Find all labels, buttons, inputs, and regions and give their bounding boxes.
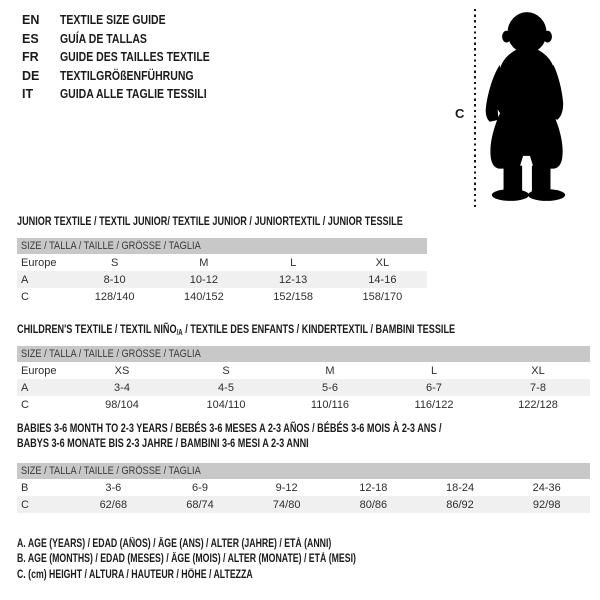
legend <box>17 537 463 583</box>
size-cell: 122/128 <box>518 398 558 411</box>
language-code: IT <box>22 87 34 102</box>
size-cell: 98/104 <box>105 398 139 411</box>
children-size-table <box>17 346 590 413</box>
size-cell: 86/92 <box>446 498 474 511</box>
size-cell: 14-16 <box>368 273 397 286</box>
table-row <box>17 479 590 496</box>
size-cell: 24-36 <box>532 481 561 494</box>
size-cell: L <box>430 364 438 377</box>
size-cell: 62/68 <box>99 498 128 511</box>
baby-silhouette-icon <box>484 9 572 207</box>
row-label: C <box>21 290 29 303</box>
table-row <box>17 379 590 396</box>
size-cell: 8-10 <box>103 273 126 286</box>
language-title: GUÍA DE TALLAS <box>60 31 147 46</box>
size-header-bar: SIZE / TALLA / TAILLE / GRÖSSE / TAGLIA <box>17 463 590 479</box>
section-title-babies: BABIES 3-6 MONTH TO 2-3 YEARS / BEBÉS 3-6 MESES A 2-3 AÑOS / BÉBÉS 3-6 MOIS À 2-3 ANS / BABYS 3-6 MONATE BIS 2-3 JAHRE / BAMBINI 3-6 MESI A 2-3 ANNI <box>17 421 442 450</box>
language-row-en <box>22 11 238 30</box>
language-row-de <box>22 67 238 86</box>
language-row-it <box>22 85 238 104</box>
babies-size-table <box>17 463 590 513</box>
size-header-bar: SIZE / TALLA / TAILLE / GRÖSSE / TAGLIA <box>17 238 427 254</box>
size-cell: S <box>110 256 119 269</box>
size-cell: 92/98 <box>532 498 561 511</box>
language-code: FR <box>22 50 39 65</box>
size-cell: 3-6 <box>105 481 122 494</box>
size-cell: 104/110 <box>206 398 246 411</box>
height-measure-label: C <box>455 106 465 121</box>
size-cell: 6-9 <box>192 481 208 494</box>
size-cell: 3-4 <box>114 381 130 394</box>
size-cell: 128/140 <box>94 290 135 303</box>
table-row <box>17 362 590 379</box>
language-code: ES <box>22 31 39 46</box>
row-label: Europe <box>21 256 57 269</box>
size-cell: 140/152 <box>183 290 224 303</box>
size-cell: M <box>325 364 335 377</box>
size-cell: 152/158 <box>273 290 313 303</box>
section-title-junior: JUNIOR TEXTILE / TEXTIL JUNIOR/ TEXTILE JUNIOR / JUNIORTEXTIL / JUNIOR TESSILE <box>17 214 403 228</box>
language-title: TEXTILGRÖßENFÜHRUNG <box>60 68 194 83</box>
size-cell: M <box>199 256 209 269</box>
language-code: DE <box>22 68 40 83</box>
language-list <box>22 11 238 104</box>
size-cell: 74/80 <box>272 498 301 511</box>
size-cell: 12-18 <box>359 481 388 494</box>
row-label: C <box>21 498 29 511</box>
language-title: TEXTILE SIZE GUIDE <box>60 13 166 28</box>
size-cell: 10-12 <box>189 273 218 286</box>
table-row <box>17 254 427 271</box>
row-label: Europe <box>21 364 57 377</box>
size-cell: L <box>290 256 297 269</box>
table-row <box>17 396 590 413</box>
size-cell: S <box>222 364 230 377</box>
legend-line-c: C. (cm) HEIGHT / ALTURA / HAUTEUR / HÖHE / ALTEZZA <box>17 568 253 581</box>
size-cell: 4-5 <box>218 381 234 394</box>
language-row-fr <box>22 48 238 67</box>
size-cell: 116/122 <box>414 398 454 411</box>
size-cell: 80/86 <box>359 498 388 511</box>
size-header-bar: SIZE / TALLA / TAILLE / GRÖSSE / TAGLIA <box>17 346 590 362</box>
height-dotted-line <box>474 9 476 207</box>
size-cell: 158/170 <box>362 290 403 303</box>
row-label: A <box>21 273 29 286</box>
legend-line-b: B. AGE (MONTHS) / EDAD (MESES) / ÂGE (MOIS) / ALTER (MONATE) / ETÀ (MESI) <box>17 553 356 566</box>
language-title: GUIDA ALLE TAGLIE TESSILI <box>60 87 207 102</box>
section-title-children: CHILDREN'S TEXTILE / TEXTIL NIÑO/A / TEXTILE DES ENFANTS / KINDERTEXTIL / BAMBINI TESSILE <box>17 322 456 337</box>
language-row-es <box>22 30 238 49</box>
language-title: GUIDE DES TAILLES TEXTILE <box>60 50 210 65</box>
row-label: C <box>21 398 29 411</box>
table-row <box>17 496 590 513</box>
size-cell: 7-8 <box>530 381 546 394</box>
size-cell: 110/116 <box>310 398 350 411</box>
size-cell: 6-7 <box>426 381 442 394</box>
row-label: A <box>21 381 29 394</box>
table-row <box>17 288 427 305</box>
size-cell: 18-24 <box>445 481 475 494</box>
size-cell: 68/74 <box>186 498 214 511</box>
junior-size-table <box>17 238 427 305</box>
size-cell: XL <box>375 256 390 269</box>
legend-line-a: A. AGE (YEARS) / EDAD (AÑOS) / ÂGE (ANS) / ALTER (JAHRE) / ETÀ (ANNI) <box>17 538 332 550</box>
language-code: EN <box>22 13 40 28</box>
size-cell: 12-13 <box>279 273 308 286</box>
size-cell: XS <box>114 364 130 377</box>
subscript: /A <box>176 328 183 337</box>
table-row <box>17 271 427 288</box>
row-label: B <box>21 481 29 494</box>
size-cell: 5-6 <box>322 381 338 394</box>
size-cell: XL <box>531 364 545 377</box>
size-cell: 9-12 <box>275 481 298 494</box>
